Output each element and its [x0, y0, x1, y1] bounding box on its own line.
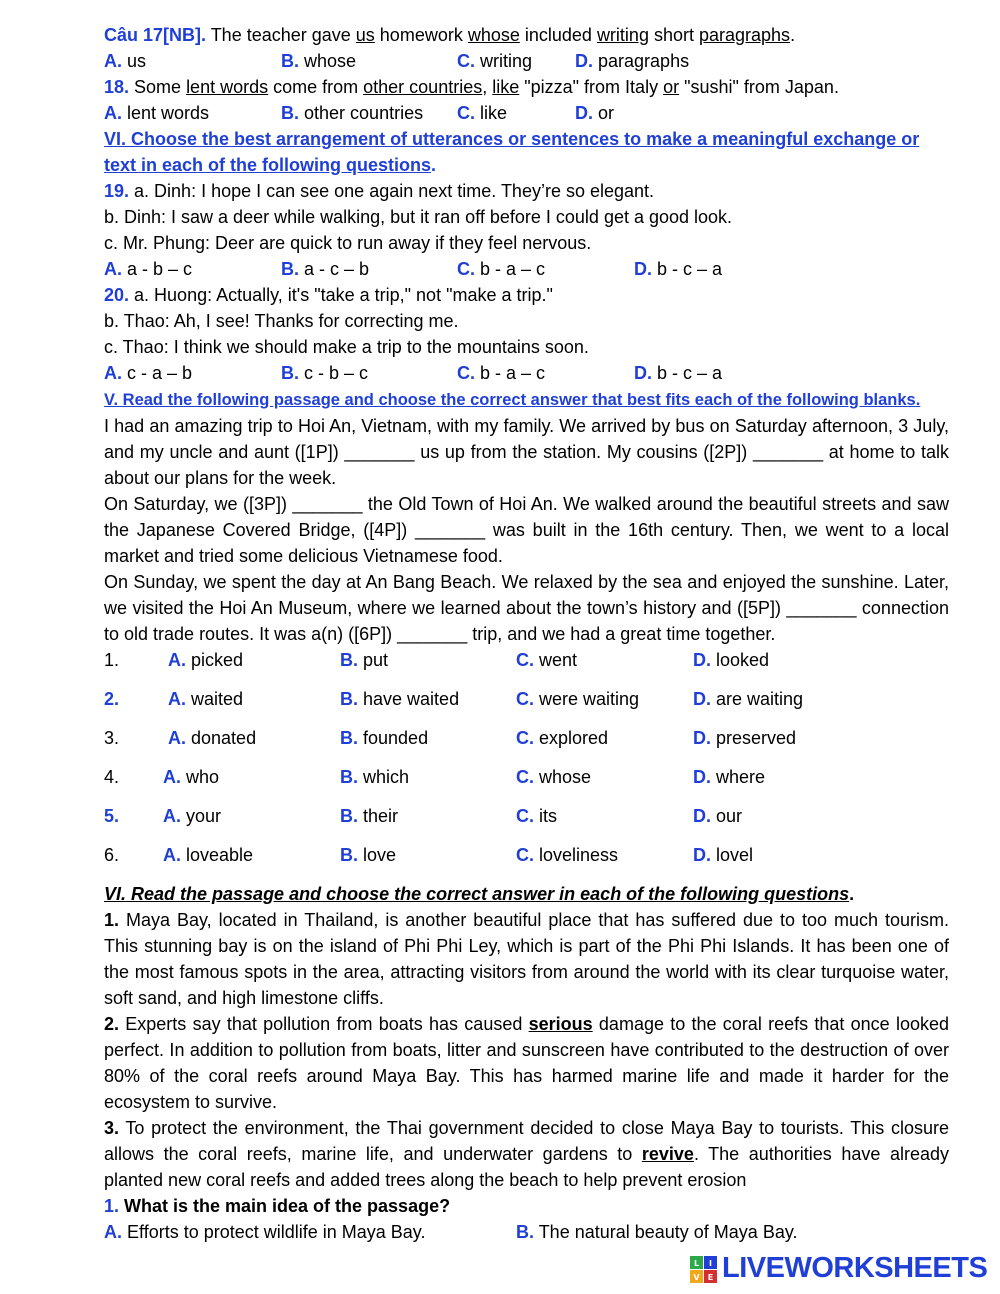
- question-number: Câu 17[NB].: [104, 25, 207, 45]
- option-b[interactable]: B. have waited: [340, 689, 460, 709]
- option-b[interactable]: B. whose: [281, 51, 357, 71]
- reading-question-1-options: [104, 1219, 949, 1245]
- passage-paragraph: On Sunday, we spent the day at An Bang Beach. We relaxed by the sea and enjoyed the sunshine. Later, we visited the Hoi An Museum, where we learned about the town’s history and ([5P]) _______ connection to old trade routes. It was a(n) ([6P]) _______ trip, and we had a great time together.: [104, 572, 949, 644]
- option-a[interactable]: A. waited: [168, 689, 244, 709]
- option-b[interactable]: B. put: [340, 650, 389, 670]
- option-d[interactable]: D. preserved: [693, 728, 797, 748]
- option-d[interactable]: D. looked: [693, 650, 770, 670]
- option-a[interactable]: A. c - a – b: [104, 363, 193, 383]
- option-b[interactable]: B. love: [340, 845, 397, 865]
- option-d[interactable]: D. are waiting: [693, 689, 804, 709]
- option-c[interactable]: C. its: [516, 806, 558, 826]
- blank-number: 3.: [104, 728, 120, 748]
- question-17: Câu 17[NB]. The teacher gave us homework whose included writing short paragraphs.: [104, 25, 796, 45]
- option-d[interactable]: D. paragraphs: [575, 51, 690, 71]
- passage-paragraph: On Saturday, we ([3P]) _______ the Old Town of Hoi An. We walked around the beautiful streets and saw the Japanese Covered Bridge, ([4P]) _______ was built in the 16th century. Then, we went to a local market and tried some delicious Vietnamese food.: [104, 494, 949, 566]
- blank-number: 6.: [104, 845, 120, 865]
- svg-text:V: V: [693, 1273, 700, 1282]
- blank-number: 4.: [104, 767, 120, 787]
- option-b[interactable]: B. which: [340, 767, 410, 787]
- liveworksheets-logo: [690, 1250, 990, 1290]
- reading-paragraph-3: 3. To protect the environment, the Thai government decided to close Maya Bay to tourists. This closure allows the coral reefs, marine life, and underwater gardens to revive. The authorities have already planted new coral reefs and added trees along the beach to help prevent erosion: [104, 1118, 949, 1190]
- blank-row-3: [104, 725, 949, 764]
- question-19: 19. a. Dinh: I hope I can see one again next time. They’re so elegant.: [104, 181, 655, 201]
- question-19-options: [104, 256, 949, 282]
- blank-row-2: [104, 686, 949, 725]
- option-d[interactable]: D. b - c – a: [634, 259, 723, 279]
- blank-row-5: [104, 803, 949, 842]
- question-number: 19.: [104, 181, 130, 201]
- option-a[interactable]: A. a - b – c: [104, 259, 193, 279]
- watermark-text: LIVEWORKSHEETS: [722, 1252, 988, 1284]
- option-b[interactable]: B. other countries: [281, 103, 424, 123]
- option-c[interactable]: C. loveliness: [516, 845, 619, 865]
- option-d[interactable]: D. where: [693, 767, 766, 787]
- option-b[interactable]: B. their: [340, 806, 399, 826]
- question-number: 18.: [104, 77, 130, 97]
- option-a[interactable]: A. us: [104, 51, 147, 71]
- blank-number: 1.: [104, 650, 120, 670]
- option-c[interactable]: C. b - a – c: [457, 259, 546, 279]
- reading-paragraph-1: 1. Maya Bay, located in Thailand, is another beautiful place that has suffered due to too much tourism. This stunning bay is on the island of Phi Phi Ley, which is part of the Phi Phi Islands. It has been one of the most famous spots in the area, attracting visitors from around the world with its clear turquoise water, soft sand, and high limestone cliffs.: [104, 910, 949, 1008]
- option-b[interactable]: B. founded: [340, 728, 429, 748]
- reading-question-1: 1. What is the main idea of the passage?: [104, 1196, 451, 1216]
- option-b[interactable]: B. a - c – b: [281, 259, 370, 279]
- section-arrange-heading: VI. Choose the best arrangement of utterances or sentences to make a meaningful exchange or: [104, 129, 920, 149]
- option-a[interactable]: A. your: [163, 806, 222, 826]
- question-17-options: [104, 48, 949, 74]
- blank-row-1: [104, 647, 949, 686]
- option-c[interactable]: C. went: [516, 650, 578, 670]
- section-reading-heading: VI. Read the passage and choose the correct answer in each of the following questions.: [104, 884, 855, 904]
- option-c[interactable]: C. like: [457, 103, 508, 123]
- option-d[interactable]: D. or: [575, 103, 615, 123]
- worksheet-page: Câu 17[NB]. The teacher gave us homework whose included writing short paragraphs. A. us B. whose C. writing D. paragraphs 18. Some lent words come from other countries, like "pizza" from Italy or "sushi" from Japan. A. lent words B. other countries C. like D. or VI. Choose the best arrangement of utterances or sentences to make a meaningful exchange or text in each of the following questions. 19. a. Dinh: I hope I can see one again next time. They’re so elegant. b. Dinh: I saw a deer while walking, but it ran off before I could get a good look. c. Mr. Phung: Deer are quick to run away if they feel nervous. A. a - b – c B. a - c – b C. b - a – c D. b - c – a 20. a. Huong: Actually, it's "take a trip," not "make a trip." b. Thao: Ah, I see! Thanks for correcting me. c. Thao: I think we should make a trip to the mountains soon. A. c - a – b B. c - b – c C. b - a – c D. b - c – a V. Read the following passage and choose the correct answer that best fits each of the following blanks. I had an amazing trip to Hoi An, Vietnam, with my family. We arrived by bus on Saturday afternoon, 3 July, and my uncle and aunt ([1P]) _______ us up from the station. My cousins ([2P]) _______ at home to talk about our plans for the week. On Saturday, we ([3P]) _______ the Old Town of Hoi An. We walked around the beautiful streets and saw the Japanese Covered Bridge, ([4P]) _______ was built in the 16th century. Then, we went to a local market and tried some delicious Vietnamese food. On Sunday, we spent the day at An Bang Beach. We relaxed by the sea and enjoyed the sunshine. Later, we visited the Hoi An Museum, where we learned about the town’s history and ([5P]) _______ connection to old trade routes. It was a(n) ([6P]) _______ trip, and we had a great time together. 1. A. picked B. put C. went D. looked 2. A. waited B. have waited C. were waiting D. are waiting 3. A. donated B. founded C. explored D. preserved 4. A. who B. which C. whose D. where 5. A. your B. their C. its D. our 6. A. loveable B. love C. loveliness D. lovel VI. Read the passage and choose the correct answer in each of the following questions. 1. Maya Bay, located in Thailand, is another beautiful place that has suffered due to too much tourism. This stunning bay is on the island of Phi Phi Ley, which is part of the Phi Phi Islands. It has been one of the most famous spots in the area, attracting visitors from around the world with its clear turquoise water, soft sand, and high limestone cliffs. 2. Experts say that pollution from boats has caused serious damage to the coral reefs that once looked perfect. In addition to pollution from boats, litter and sunscreen have contributed to the destruction of over 80% of the coral reefs around Maya Bay. This has harmed marine life and made it harder for the ecosystem to survive. 3. To protect the environment, the Thai government decided to close Maya Bay to tourists. This closure allows the coral reefs, marine life, and underwater gardens to revive. The authorities have already planted new coral reefs and added trees along the beach to help prevent erosion 1. What is the main idea of the passage? A. Efforts to protect wildlife in Maya Bay. B. The natural beauty of Maya Bay.: [104, 22, 949, 1245]
- option-c[interactable]: C. whose: [516, 767, 592, 787]
- option-d[interactable]: D. our: [693, 806, 743, 826]
- option-a[interactable]: A. loveable: [163, 845, 254, 865]
- passage-paragraph: I had an amazing trip to Hoi An, Vietnam, with my family. We arrived by bus on Saturday afternoon, 3 July, and my uncle and aunt ([1P]) _______ us up from the station. My cousins ([2P]) _______ at home to talk about our plans for the week.: [104, 416, 949, 488]
- svg-text:I: I: [709, 1259, 712, 1268]
- option-c[interactable]: C. explored: [516, 728, 609, 748]
- option-a[interactable]: A. Efforts to protect wildlife in Maya Bay.: [104, 1222, 426, 1242]
- blank-row-4: [104, 764, 949, 803]
- question-18-options: [104, 100, 949, 126]
- option-a[interactable]: A. picked: [168, 650, 244, 670]
- option-a[interactable]: A. donated: [168, 728, 257, 748]
- option-d[interactable]: D. b - c – a: [634, 363, 723, 383]
- svg-text:E: E: [707, 1273, 714, 1282]
- blank-number: 5.: [104, 806, 120, 826]
- liveworksheets-badge-icon: [690, 1256, 718, 1284]
- blank-number: 2.: [104, 689, 120, 709]
- svg-text:L: L: [693, 1259, 700, 1268]
- option-a[interactable]: A. lent words: [104, 103, 210, 123]
- option-c[interactable]: C. writing: [457, 51, 533, 71]
- option-c[interactable]: C. were waiting: [516, 689, 640, 709]
- question-number: 20.: [104, 285, 130, 305]
- option-b[interactable]: B. c - b – c: [281, 363, 369, 383]
- option-b[interactable]: B. The natural beauty of Maya Bay.: [516, 1222, 798, 1242]
- blanks-options-table: [104, 647, 949, 881]
- question-18: 18. Some lent words come from other countries, like "pizza" from Italy or "sushi" from Japan.: [104, 77, 839, 97]
- blank-row-6: [104, 842, 949, 881]
- question-20-options: [104, 360, 949, 386]
- question-20: 20. a. Huong: Actually, it's "take a trip," not "make a trip.": [104, 285, 553, 305]
- section-passage-heading: V. Read the following passage and choose the correct answer that best fits each of the following blanks.: [104, 391, 921, 409]
- reading-paragraph-2: 2. Experts say that pollution from boats has caused serious damage to the coral reefs that once looked perfect. In addition to pollution from boats, litter and sunscreen have contributed to the destruction of over 80% of the coral reefs around Maya Bay. This has harmed marine life and made it harder for the ecosystem to survive.: [104, 1014, 949, 1112]
- option-c[interactable]: C. b - a – c: [457, 363, 546, 383]
- option-a[interactable]: A. who: [163, 767, 220, 787]
- option-d[interactable]: D. lovel: [693, 845, 754, 865]
